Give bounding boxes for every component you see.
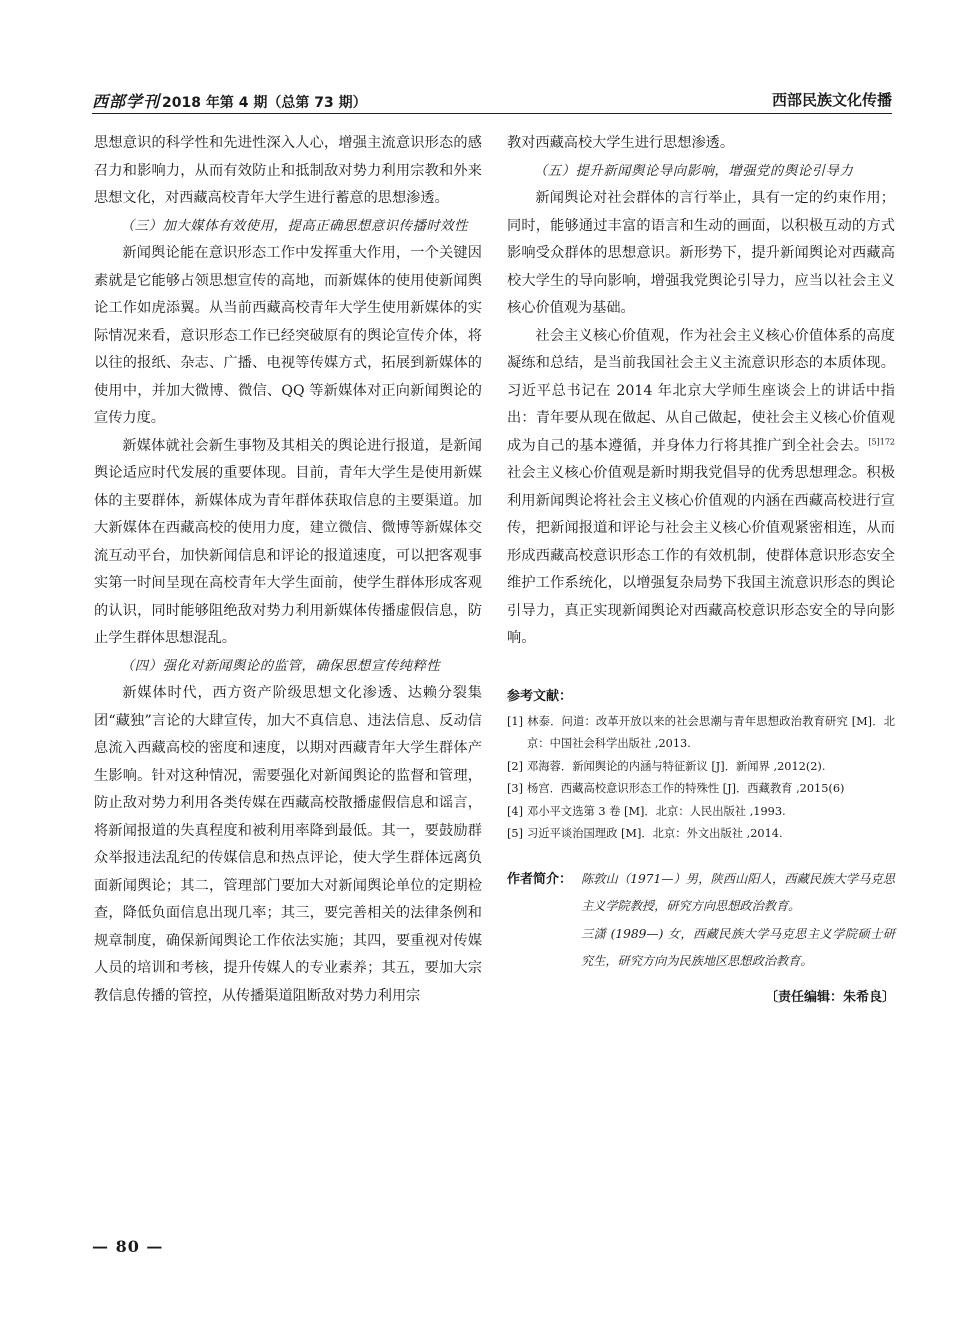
running-header <box>92 85 892 114</box>
section-title: 西部民族文化传播 <box>771 91 892 109</box>
reference-item <box>507 823 895 846</box>
author-bio <box>507 866 895 976</box>
paragraph: 教对西藏高校大学生进行思想渗透。 <box>507 135 735 151</box>
paragraph: 思想意识的科学性和先进性深入人心，增强主流意识形态的感召力和影响力，从而有效防止和抵制敌对势力利用宗教和外来思想文化，对西藏高校青年大学生进行蓄意的思想渗透。 <box>94 135 482 206</box>
left-column <box>94 130 482 1010</box>
reference-number: [4] <box>507 804 524 818</box>
reference-text: 邓小平文选第 3 卷 [M]．北京：人民出版社 ,1993. <box>527 804 786 818</box>
journal-logo: 西部学刊 <box>92 92 161 111</box>
reference-item <box>507 778 895 801</box>
right-column <box>507 130 895 1011</box>
section-heading: （三）加大媒体有效使用，提高正确思想意识传播时效性 <box>120 218 469 234</box>
reference-item <box>507 756 895 779</box>
reference-item <box>507 801 895 824</box>
page-number: — 80 — <box>92 1237 164 1256</box>
reference-number: [5] <box>507 827 524 840</box>
issue-info: 2018 年第 4 期（总第 73 期） <box>162 95 367 111</box>
author-entry: 三潇 (1989—) 女，西藏民族大学马克思主义学院硕士研究生，研究方向为民族地区思想政治教育。 <box>581 926 895 968</box>
header-journal <box>92 89 367 112</box>
section-heading: （四）强化对新闻舆论的监管，确保思想宣传纯粹性 <box>120 658 441 674</box>
author-bio-body <box>581 866 895 976</box>
paragraph <box>507 323 895 653</box>
paragraph: 新闻舆论对社会群体的言行举止，具有一定的约束作用；同时，能够通过丰富的语言和生动的画面，以积极互动的方式影响受众群体的思想意识。新形势下，提升新闻舆论对西藏高校大学生的导向影响，增强我党舆论引导力，应当以社会主义核心价值观为基础。 <box>507 190 895 316</box>
reference-number: [3] <box>507 782 524 795</box>
reference-text: 邓海蓉．新闻舆论的内涵与特征新议 [J]．新闻界 ,2012(2). <box>527 759 826 773</box>
citation-marker: [5]172 <box>868 436 895 446</box>
paragraph: 新媒体就社会新生事物及其相关的舆论进行报道，是新闻舆论适应时代发展的重要体现。目前，青年大学生是使用新媒体的主要群体，新媒体成为青年群体获取信息的主要渠道。加大新媒体在西藏高校的使用力度，建立微信、微博等新媒体交流互动平台，加快新闻信息和评论的报道速度，可以把客观事实第一时间呈现在高校青年大学生面前，使学生群体形成客观的认识，同时能够阻绝敌对势力利用新媒体传播虚假信息，防止学生群体思想混乱。 <box>94 437 482 646</box>
section-heading: （五）提升新闻舆论导向影响，增强党的舆论引导力 <box>533 163 854 179</box>
paragraph-text: 社会主义核心价值观是新时期我党倡导的优秀思想理念。积极利用新闻舆论将社会主义核心价值观的内涵在西藏高校进行宣传，把新闻报道和评论与社会主义核心价值观紧密相连，从而形成西藏高校意识形态工作的有效机制，使群体意识形态安全维护工作系统化，以增强复杂局势下我国主流意识形态的舆论引导力，真正实现新闻舆论对西藏高校意识形态安全的导向影响。 <box>507 465 895 646</box>
reference-item <box>507 711 895 756</box>
author-bio-label: 作者简介： <box>507 871 573 887</box>
reference-text: 林泰．问道：改革开放以来的社会思潮与青年思想政治教育研究 [M]．北京：中国社会科学出版社 ,2013. <box>527 714 895 750</box>
reference-number: [2] <box>507 759 524 773</box>
reference-text: 杨宫．西藏高校意识形态工作的特殊性 [J]．西藏教育 ,2015(6) <box>527 782 845 795</box>
paragraph: 新闻舆论能在意识形态工作中发挥重大作用，一个关键因素就是它能够占领思想宣传的高地，而新媒体的使用使新闻舆论工作如虎添翼。从当前西藏高校青年大学生使用新媒体的实际情况来看，意识形态工作已经突破原有的舆论宣传介体，将以往的报纸、杂志、广播、电视等传媒方式，拓展到新媒体的使用中，并加大微博、微信、QQ 等新媒体对正向新闻舆论的宣传力度。 <box>94 245 482 426</box>
reference-number: [1] <box>507 714 524 728</box>
responsible-editor: 〔责任编辑：朱希良〕 <box>764 989 895 1005</box>
references-list <box>507 711 895 846</box>
paragraph: 新媒体时代，西方资产阶级思想文化渗透、达赖分裂集团“藏独”言论的大肆宣传，加大不真信息、违法信息、反动信息流入西藏高校的密度和速度，以期对西藏青年大学生群体产生影响。针对这种情况，需要强化对新闻舆论的监督和管理，防止敌对势力利用各类传媒在西藏高校散播虚假信息和谣言，将新闻报道的失真程度和被利用率降到最低。其一，要鼓励群众举报违法乱纪的传媒信息和热点评论，使大学生群体远离负面新闻舆论；其二，管理部门要加大对新闻舆论单位的定期检查，降低负面信息出现几率；其三，要完善相关的法律条例和规章制度，确保新闻舆论工作依法实施；其四，要重视对传媒人员的培训和考核，提升传媒人的专业素养；其五，要加大宗教信息传播的管控，从传播渠道阻断敌对势力利用宗 <box>94 685 482 1004</box>
references-title: 参考文献： <box>507 688 573 704</box>
reference-text: 习近平谈治国理政 [M]．北京：外文出版社 ,2014. <box>527 827 783 840</box>
author-entry: 陈敦山（1971—）男，陕西山阳人，西藏民族大学马克思主义学院教授，研究方向思想政治教育。 <box>581 871 895 913</box>
paragraph-text: 社会主义核心价值观，作为社会主义核心价值体系的高度凝练和总结，是当前我国社会主义主流意识形态的本质体现。习近平总书记在 2014 年北京大学师生座谈会上的讲话中指出：青年要从现在做起、从自己做起，使社会主义核心价值观成为自己的基本遵循，并身体力行将其推广到全社会去。 <box>507 327 895 454</box>
